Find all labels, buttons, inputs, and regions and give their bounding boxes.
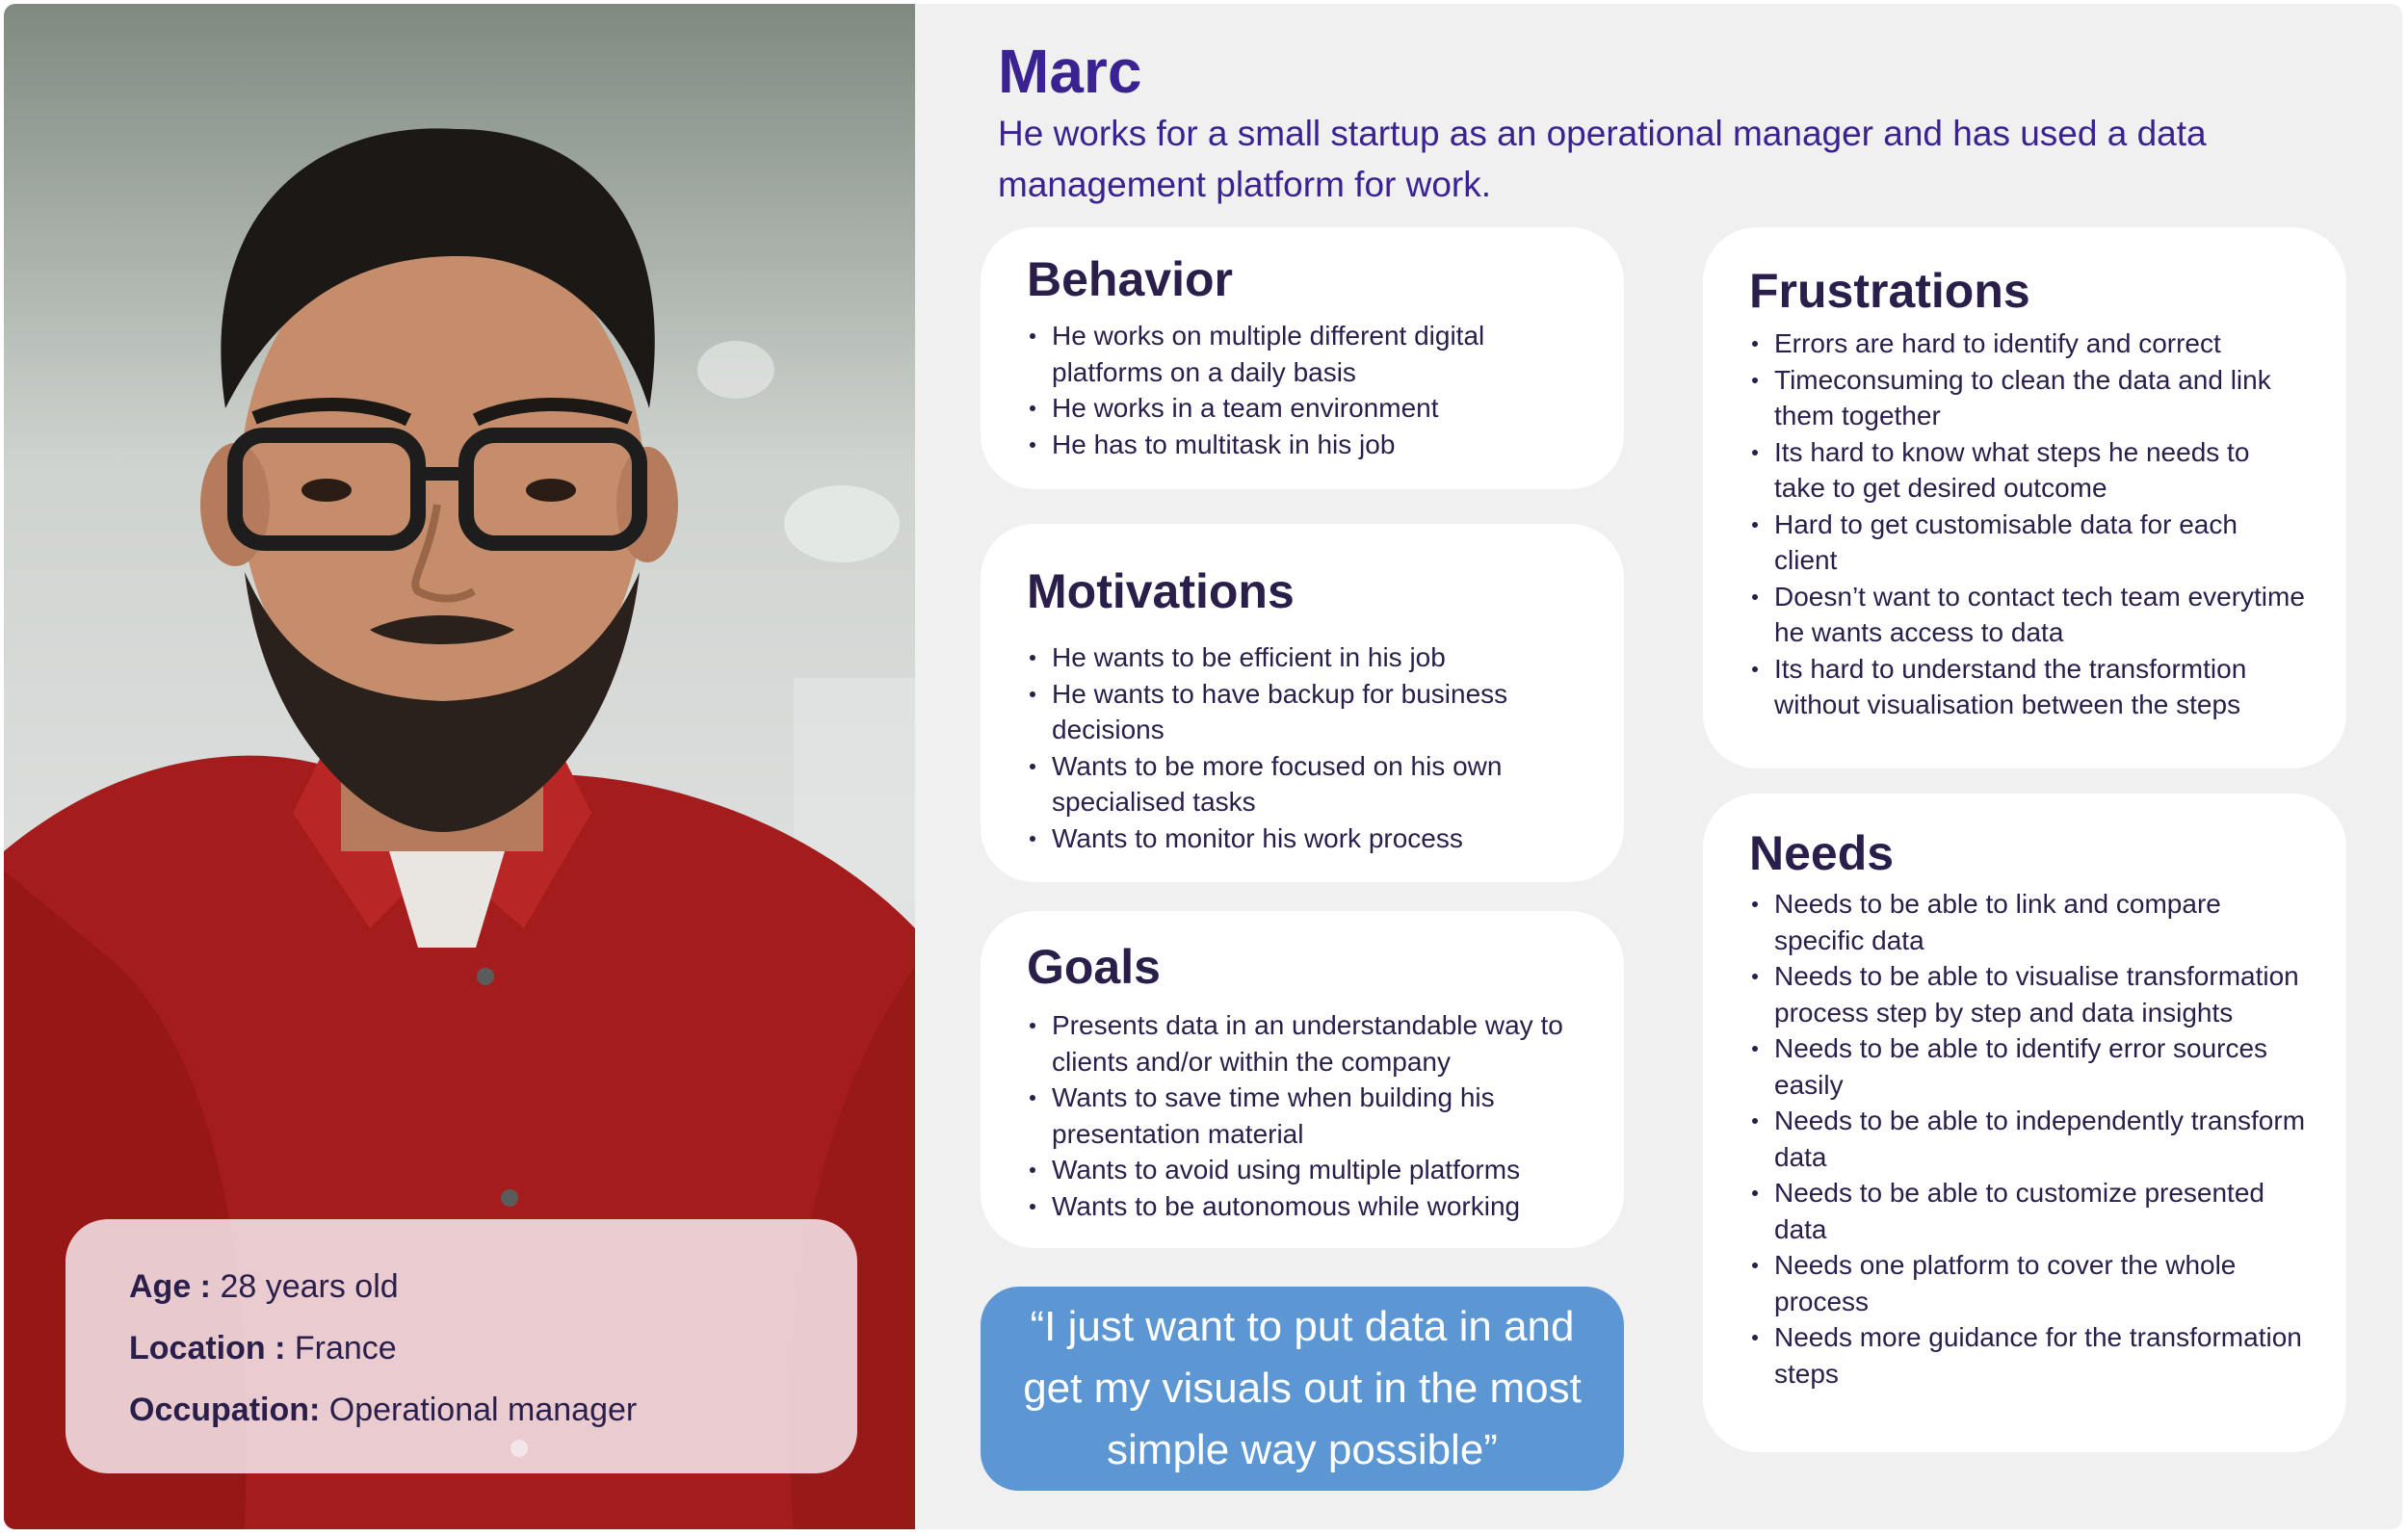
list-item: Wants to be autonomous while working [1027,1188,1585,1225]
needs-card [1703,794,2346,1452]
list-item: Needs to be able to identify error sources easily [1749,1030,2308,1103]
list-item: Needs to be able to link and compare specific data [1749,886,2308,958]
persona-tagline: He works for a small startup as an operational manager and has used a data management platform for work. [998,114,2207,204]
occupation-row [129,1379,857,1441]
occupation-value: Operational manager [320,1392,638,1428]
age-label: Age : [129,1268,211,1305]
info-card [65,1219,857,1473]
list-item: Wants to be more focused on his own specialised tasks [1027,748,1585,820]
list-item: He works on multiple different digital platforms on a daily basis [1027,318,1585,390]
list-item: He works in a team environment [1027,390,1585,427]
list-item: Needs one platform to cover the whole process [1749,1247,2308,1319]
behavior-list [1027,318,1585,462]
list-item: Wants to monitor his work process [1027,820,1585,857]
persona-name: Marc [998,37,1142,106]
frustrations-title: Frustrations [1749,264,2030,318]
age-row [129,1256,857,1317]
motivations-card [981,524,1624,882]
list-item: He wants to be efficient in his job [1027,639,1585,676]
age-value: 28 years old [211,1268,399,1305]
persona-quote: “I just want to put data in and get my visuals out in the most simple way possible” [981,1287,1624,1491]
location-row [129,1317,857,1379]
motivations-title: Motivations [1027,564,1295,618]
list-item: Wants to avoid using multiple platforms [1027,1152,1585,1188]
persona-board [4,4,2402,1529]
list-item: Needs more guidance for the transformation steps [1749,1319,2308,1392]
list-item: He wants to have backup for business decisions [1027,676,1585,748]
location-label: Location : [129,1330,286,1367]
list-item: Its hard to know what steps he needs to take to get desired outcome [1749,434,2308,507]
list-item: Wants to save time when building his presentation material [1027,1080,1585,1152]
frustrations-list [1749,325,2308,723]
list-item: Errors are hard to identify and correct [1749,325,2308,362]
list-item: Presents data in an understandable way to clients and/or within the company [1027,1007,1585,1080]
frustrations-card [1703,227,2346,768]
list-item: He has to multitask in his job [1027,427,1585,463]
list-item: Hard to get customisable data for each client [1749,507,2308,579]
behavior-card [981,227,1624,489]
motivations-list [1027,639,1585,856]
goals-title: Goals [1027,940,1161,994]
needs-title: Needs [1749,826,1895,880]
list-item: Needs to be able to customize presented data [1749,1175,2308,1247]
list-item: Doesn’t want to contact tech team everytime he wants access to data [1749,579,2308,651]
list-item: Its hard to understand the transformtion without visualisation between the steps [1749,651,2308,723]
list-item: Timeconsuming to clean the data and link them together [1749,362,2308,434]
occupation-label: Occupation: [129,1392,321,1428]
behavior-title: Behavior [1027,252,1233,306]
needs-list [1749,886,2308,1392]
goals-list [1027,1007,1585,1224]
list-item: Needs to be able to visualise transformation process step by step and data insights [1749,958,2308,1030]
list-item: Needs to be able to independently transform data [1749,1103,2308,1175]
location-value: France [285,1330,397,1367]
goals-card [981,911,1624,1248]
persona-photo [4,4,915,1529]
